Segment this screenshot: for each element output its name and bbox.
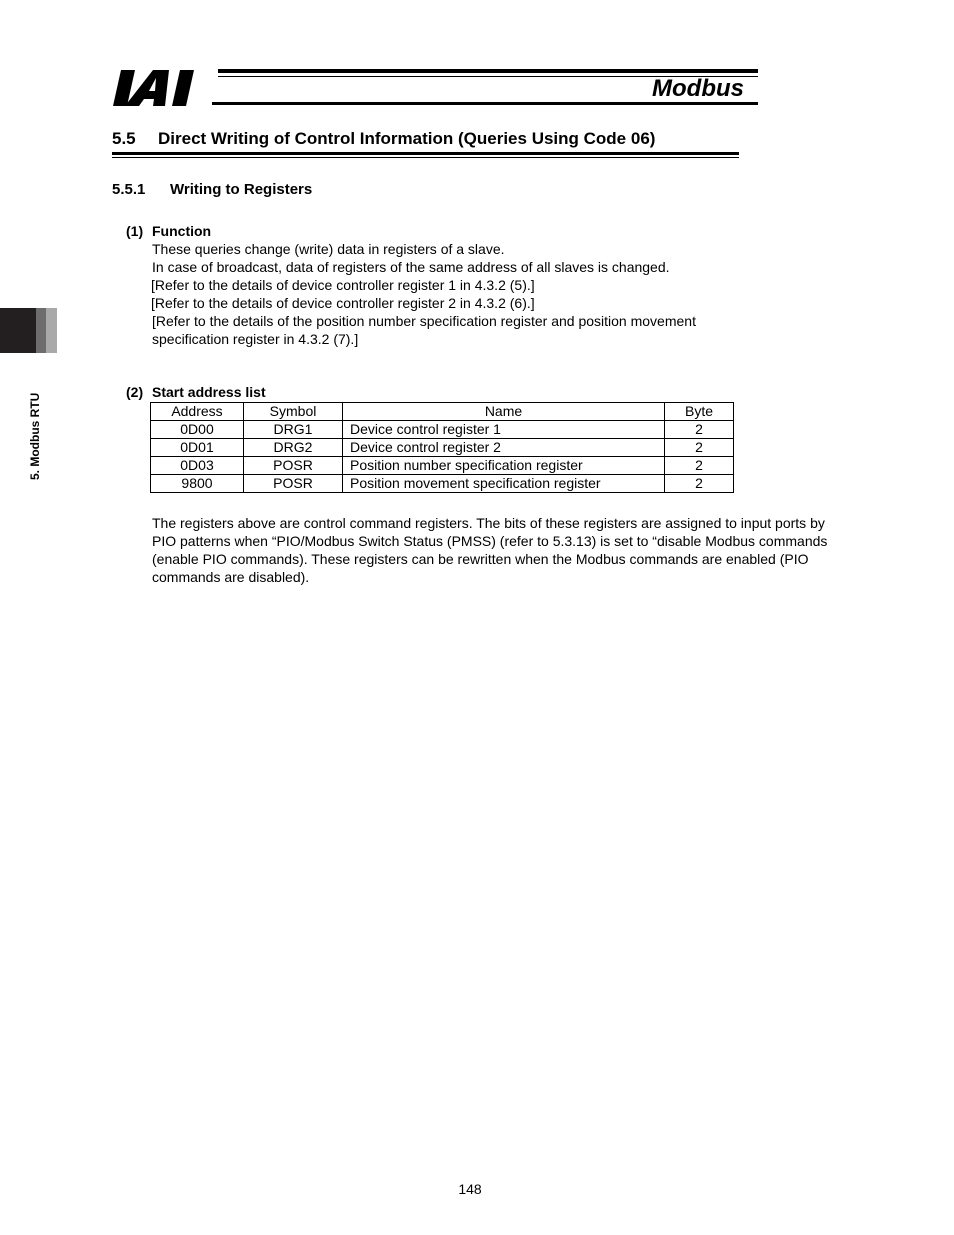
cell-name: Device control register 2 [343,439,665,457]
table-row [151,457,734,475]
column-header-address: Address [151,403,244,421]
cell-name: Device control register 1 [343,421,665,439]
function-line: specification register in 4.3.2 (7).] [152,331,359,347]
table-row [151,421,734,439]
cell-symbol: POSR [244,457,343,475]
page-number: 148 [458,1181,482,1197]
cell-symbol: DRG1 [244,421,343,439]
subsection-number: 5.5.1 [112,181,146,198]
section-number: 5.5 [112,129,136,148]
address-list-number: (2) [126,384,144,400]
function-line: These queries change (write) data in registers of a slave. [152,241,505,257]
table-row [151,439,734,457]
start-address-table [150,402,734,493]
address-list-title: Start address list [152,384,266,400]
cell-name: Position number specification register [343,457,665,475]
cell-name: Position movement specification register [343,475,665,493]
cell-byte: 2 [665,475,734,493]
column-header-symbol: Symbol [244,403,343,421]
cell-symbol: DRG2 [244,439,343,457]
function-line: [Refer to the details of the position number specification register and position movement [152,313,696,329]
chapter-label: 5. Modbus RTU [28,392,42,480]
subsection-title: Writing to Registers [170,181,313,198]
cell-byte: 2 [665,421,734,439]
chapter-tab-light [46,308,57,353]
iai-logo [113,70,211,111]
function-number: (1) [126,223,144,239]
header-rule-top [218,69,758,73]
function-title: Function [152,223,212,239]
chapter-tab-mid [36,308,46,353]
function-line: [Refer to the details of device controller register 1 in 4.3.2 (5).] [151,277,535,293]
function-line: In case of broadcast, data of registers of the same address of all slaves is changed. [152,259,670,275]
cell-symbol: POSR [244,475,343,493]
function-line: [Refer to the details of device controller register 2 in 4.3.2 (6).] [151,295,535,311]
function-description [152,240,802,348]
section-rule [112,152,739,155]
iai-logo-graphic [113,70,211,106]
table-header-row [151,403,734,421]
cell-address: 9800 [151,475,244,493]
cell-address: 0D01 [151,439,244,457]
column-header-byte: Byte [665,403,734,421]
cell-byte: 2 [665,439,734,457]
cell-address: 0D03 [151,457,244,475]
chapter-tab-dark [0,308,36,353]
table-row [151,475,734,493]
header-title: Modbus [652,75,744,102]
column-header-name: Name [343,403,665,421]
register-description-paragraph: The registers above are control command registers. The bits of these registers are assigned to input ports by PIO patterns when “PIO/Modbus Switch Status (PMSS) (refer to 5.3.13) is set to “disable Modbus commands (enable PIO commands). These registers can be rewritten when the Modbus commands are enabled (PIO commands are disabled). [152,515,828,585]
cell-address: 0D00 [151,421,244,439]
section-rule-thin [112,157,739,158]
section-title: Direct Writing of Control Information (Queries Using Code 06) [158,129,656,148]
cell-byte: 2 [665,457,734,475]
